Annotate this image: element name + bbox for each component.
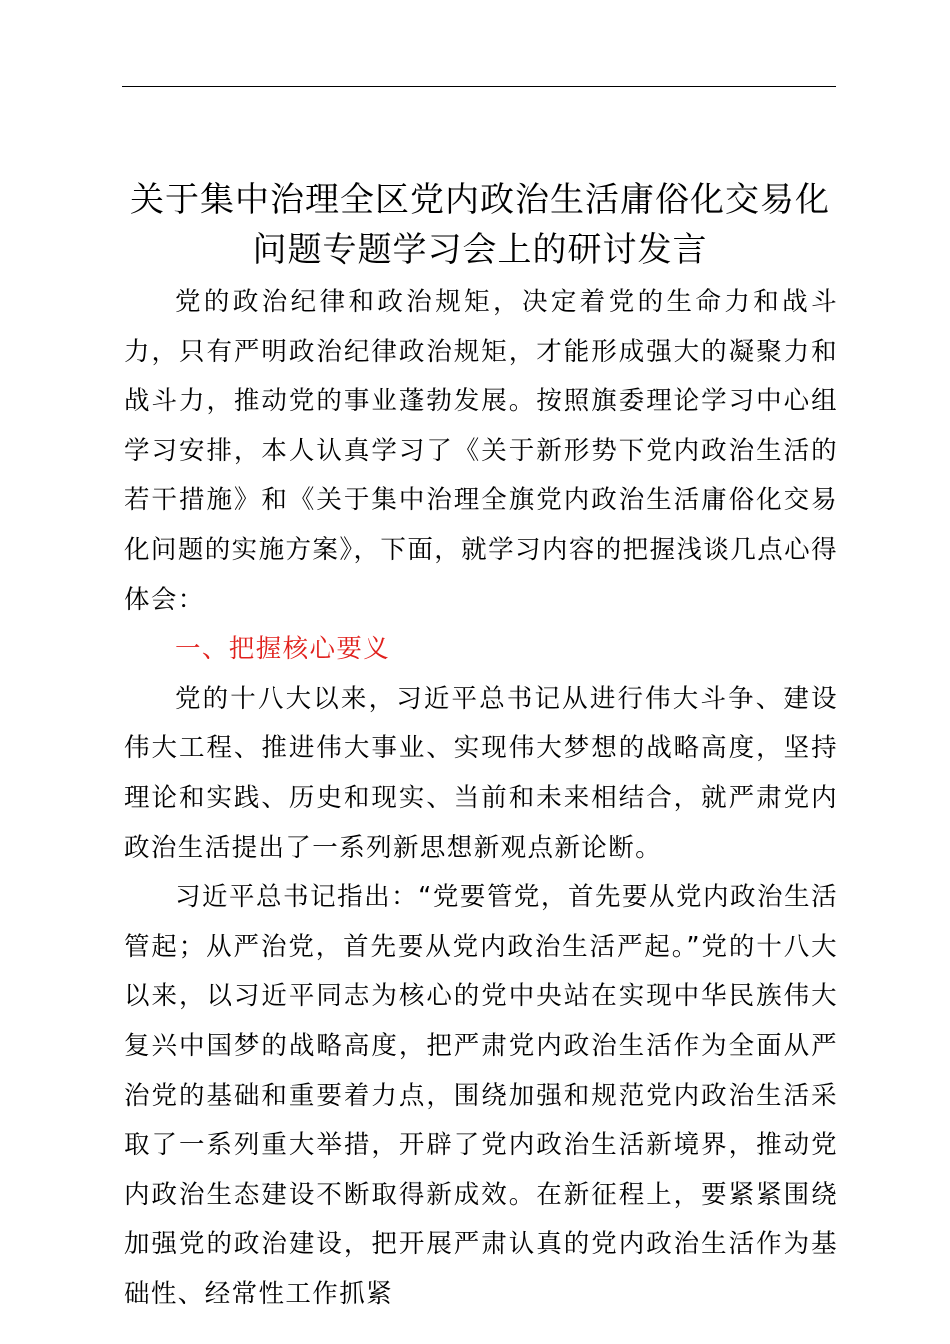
title-line-2: 问题专题学习会上的研讨发言 (252, 229, 708, 270)
paragraph-section1-1: 党的十八大以来，习近平总书记从进行伟大斗争、建设伟大工程、推进伟大事业、实现伟大梦想的战略高度，坚持理论和实践、历史和现实、当前和未来相结合，就严肃党内政治生活提出了一系列新思想新观点新论断。 (124, 683, 838, 863)
header-rule (122, 86, 836, 87)
document-body (124, 278, 838, 1319)
paragraph-intro: 党的政治纪律和政治规矩，决定着党的生命力和战斗力，只有严明政治纪律政治规矩，才能形成强大的凝聚力和战斗力，推动党的事业蓬勃发展。按照旗委理论学习中心组学习安排，本人认真学习了《关于新形势下党内政治生活的若干措施》和《关于集中治理全旗党内政治生活庸俗化交易化问题的实施方案》，下面，就学习内容的把握浅谈几点心得体会： (124, 287, 838, 615)
paragraph-section1-2: 习近平总书记指出：“党要管党，首先要从党内政治生活管起；从严治党，首先要从党内政治生活严起。”党的十八大以来，以习近平同志为核心的党中央站在实现中华民族伟大复兴中国梦的战略高度，把严肃党内政治生活作为全面从严治党的基础和重要着力点，围绕加强和规范党内政治生活采取了一系列重大举措，开辟了党内政治生活新境界，推动党内政治生态建设不断取得新成效。在新征程上，要紧紧围绕加强党的政治建设，把开展严肃认真的党内政治生活作为基础性、经常性工作抓紧 (124, 882, 838, 1309)
section-heading-1: 一、把握核心要义 (175, 634, 391, 665)
document-title (110, 175, 850, 275)
title-line-1: 关于集中治理全区党内政治生活庸俗化交易化 (130, 179, 830, 220)
